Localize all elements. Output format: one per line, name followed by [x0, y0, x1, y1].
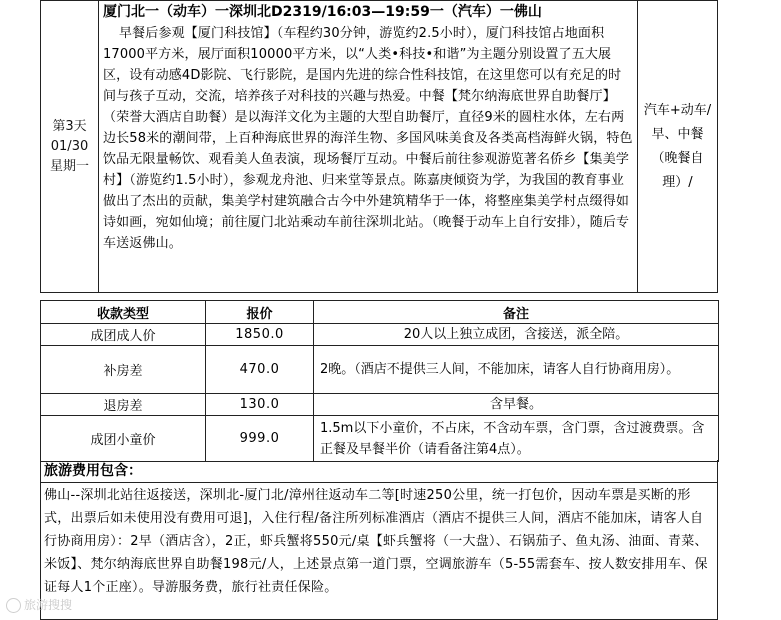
fee-heading: 旅游费用包含：: [40, 460, 718, 482]
fee-text: 佛山--深圳北站往返接送，深圳北-厦门北/漳州往返动车二等[时速250公里，统一打包价，因动车票是买断的形式，出票后如未使用没有费用可退]，入住行程/备注所列标准酒店（酒店不提供三人间，酒店不能加床，请客人自行协商用房）：2早（酒店含），2正，虾兵蟹将550元/桌【虾兵蟹将（一大盘）、石锅茄子、鱼丸汤、油面、青菜、米饭】、梵尔纳海底世界自助餐198元/人，上述景点第一道门票，空调旅游车（5-55需套车、按人数安排用车、保证每人1个正座）。导游服务费，旅行社责任保险。: [40, 482, 718, 620]
itinerary-table: [40, 0, 718, 293]
header-price: 报价: [206, 301, 314, 324]
row-note: 1.5m以下小童价，不占床，不含动车票，含门票，含过渡费票。含正餐及早餐半价（请看备注第4点）。: [314, 416, 719, 462]
table-row: [41, 324, 719, 346]
itinerary-description: 早餐后参观【厦门科技馆】（车程约30分钟，游览约2.5小时），厦门科技馆占地面积17000平方米，展厅面积10000平方米，以“人类•科技•和谐”为主题分别设置了五大展区，设有动感4D影院、飞行影院，是国内先进的综合性科技馆，在这里您可以有充足的时间与孩子互动，交流，培养孩子对科技的兴趣与热爱。中餐【梵尔纳海底世界自助餐厅】（荣誉大酒店自助餐）是以海洋文化为主题的大型自助餐厅，直径9米的圆柱水体，左右两边长58米的潮间带，上百种海底世界的海洋生物、多国风味美食及各类高档海鲜火锅，特色饮品无限量畅饮、观看美人鱼表演，现场餐厅互动。中餐后前往参观游览著名侨乡【集美学村】（游览约1.5小时），参观龙舟池、归来堂等景点。陈嘉庚倾资为学，为我国的教育事业做出了杰出的贡献，集美学村建筑融合古今中外建筑精华于一体，将整座集美学村点缀得如诗如画，宛如仙境；前往厦门北站乘动车前往深圳北站。（晚餐于动车上自行安排），随后专车送返佛山。: [103, 26, 633, 251]
transport-cell: 汽车+动车/早、中餐（晚餐自理）/: [638, 1, 718, 293]
row-type: 补房差: [41, 346, 206, 394]
row-type: 退房差: [41, 394, 206, 416]
row-price: 470.0: [206, 346, 314, 394]
route-title: 厦门北一（动车）一深圳北D2319/16:03—19:59一（汽车）一佛山: [103, 4, 542, 20]
watermark-text: 旅游搜搜: [24, 598, 73, 612]
watermark-logo-icon: [6, 598, 21, 613]
row-note: 20人以上独立成团，含接送，派全陪。: [314, 324, 719, 346]
itinerary-body: [99, 1, 638, 293]
row-type: 成团小童价: [41, 416, 206, 462]
day-cell: [41, 1, 99, 293]
row-price: 1850.0: [206, 324, 314, 346]
row-price: 999.0: [206, 416, 314, 462]
table-row: [41, 394, 719, 416]
table-row: [41, 346, 719, 394]
row-type: 成团成人价: [41, 324, 206, 346]
price-table: [40, 300, 719, 462]
row-note: 2晚。（酒店不提供三人间，不能加床，请客人自行协商用房）。: [314, 346, 719, 394]
table-row: [41, 416, 719, 462]
header-note: 备注: [314, 301, 719, 324]
day-weekday: 星期一: [49, 158, 89, 174]
watermark: [6, 596, 72, 613]
row-price: 130.0: [206, 394, 314, 416]
header-type: 收款类型: [41, 301, 206, 324]
day-number: 第3天: [52, 118, 87, 134]
row-note: 含早餐。: [314, 394, 719, 416]
day-date: 01/30: [50, 138, 89, 154]
